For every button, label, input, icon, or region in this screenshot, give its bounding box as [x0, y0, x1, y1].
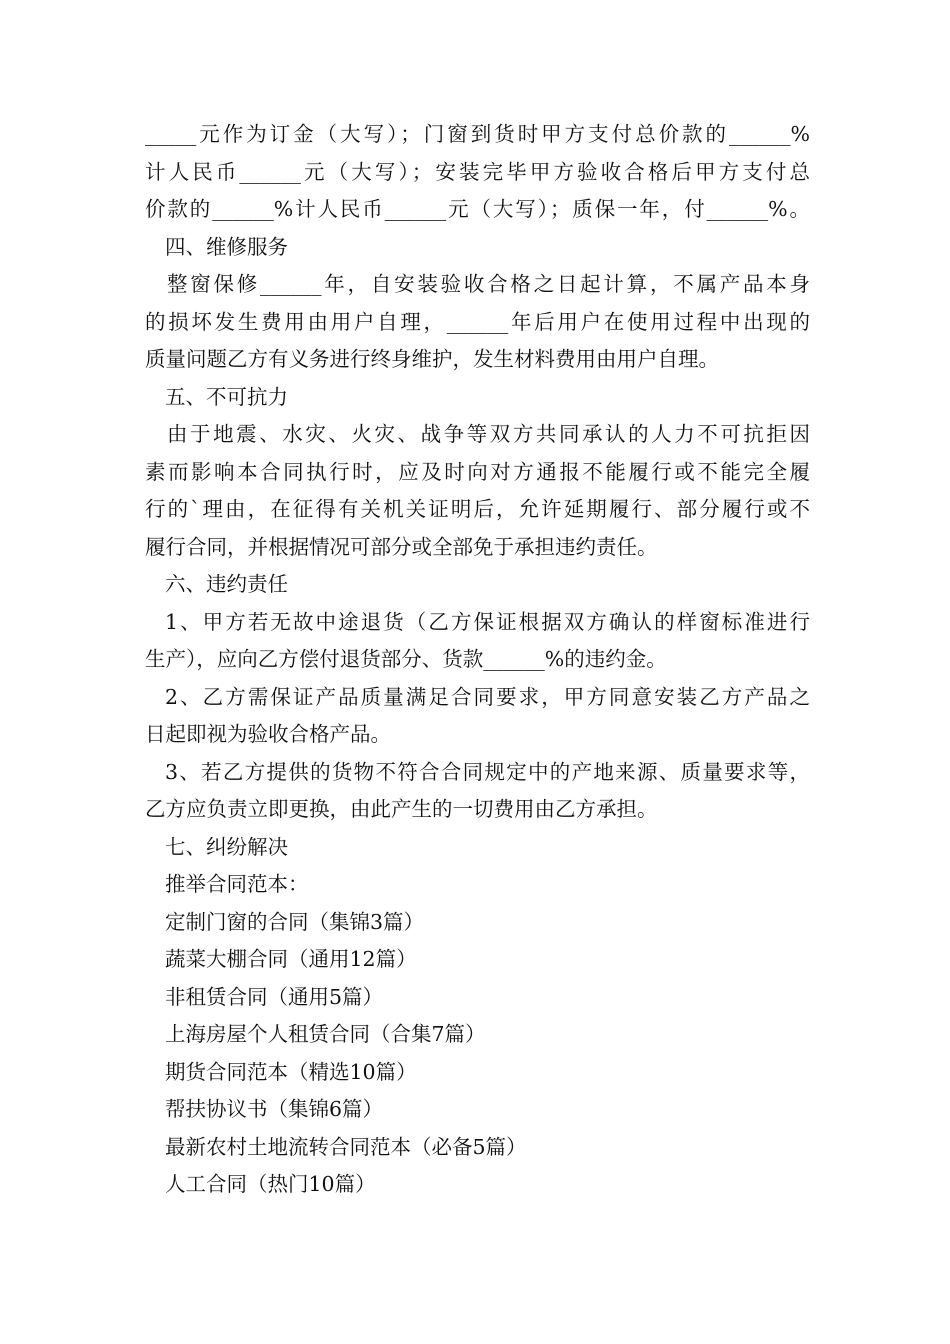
- paragraph-line: 的损坏发生费用由用户自理，______年后用户在使用过程中出现的: [145, 309, 810, 334]
- liability-clause-2: [145, 679, 810, 754]
- paragraph-line: 由于地震、水灾、火灾、战争等双方共同承认的人力不可抗拒因: [167, 422, 810, 446]
- maintenance-paragraph: [145, 266, 810, 379]
- recommend-link[interactable]: 上海房屋个人租赁合同（合集7篇）: [165, 1022, 486, 1046]
- paragraph-line: _____元作为订金（大写）；门窗到货时甲方支付总价款的______%: [145, 122, 810, 146]
- force-majeure-paragraph: [145, 416, 810, 566]
- recommend-link[interactable]: 定制门窗的合同（集锦3篇）: [165, 909, 425, 934]
- paragraph-line: 履行合同，并根据情况可部分或全部免于承担违约责任。: [145, 534, 658, 559]
- paragraph-line: 价款的______%计人民币______元（大写）；质保一年，付______%。: [145, 197, 810, 221]
- paragraph-line: 计人民币______元（大写）；安装完毕甲方验收合格后甲方支付总: [145, 159, 810, 184]
- recommend-link[interactable]: 人工合同（热门10篇）: [165, 1172, 376, 1196]
- paragraph-line: 1、甲方若无故中途退货（乙方保证根据双方确认的样窗标准进行: [165, 609, 810, 634]
- recommend-link[interactable]: 帮扶协议书（集锦6篇）: [165, 1097, 384, 1121]
- recommend-link[interactable]: 期货合同范本（精选10篇）: [165, 1059, 417, 1084]
- paragraph-line: 行的`理由，在征得有关机关证明后，允许延期履行、部分履行或不: [145, 497, 810, 521]
- paragraph-line: 质量问题乙方有义务进行终身维护，发生材料费用由用户自理。: [145, 347, 719, 371]
- document-body: [145, 116, 810, 1204]
- paragraph-line: 日起即视为验收合格产品。: [145, 722, 391, 746]
- payment-paragraph: [145, 116, 810, 229]
- paragraph-line: 3、若乙方提供的货物不符合合同规定中的产地来源、质量要求等，: [165, 759, 810, 784]
- section-heading-maintenance: 四、维修服务: [165, 234, 288, 259]
- recommend-link[interactable]: 蔬菜大棚合同（通用12篇）: [165, 947, 417, 971]
- liability-clause-3: [145, 754, 810, 829]
- paragraph-line: 整窗保修______年，自安装验收合格之日起计算，不属产品本身: [167, 272, 810, 296]
- paragraph-line: 乙方应负责立即更换，由此产生的一切费用由乙方承担。: [145, 797, 658, 821]
- paragraph-line: 2、乙方需保证产品质量满足合同要求，甲方同意安装乙方产品之: [165, 684, 810, 709]
- recommend-list: [145, 904, 810, 1204]
- paragraph-line: 素而影响本合同执行时，应及时向对方通报不能履行或不能完全履: [145, 459, 810, 484]
- paragraph-line: 生产），应向乙方偿付退货部分、货款______%的违约金。: [145, 647, 667, 671]
- section-heading-liability: 六、违约责任: [165, 572, 288, 596]
- section-heading-dispute: 七、纠纷解决: [165, 834, 288, 859]
- recommend-link[interactable]: 最新农村土地流转合同范本（必备5篇）: [165, 1134, 527, 1159]
- liability-clause-1: [145, 604, 810, 679]
- section-heading-force-majeure: 五、不可抗力: [165, 384, 288, 409]
- recommend-link[interactable]: 非租赁合同（通用5篇）: [165, 984, 384, 1009]
- recommend-label: 推举合同范本：: [165, 872, 309, 896]
